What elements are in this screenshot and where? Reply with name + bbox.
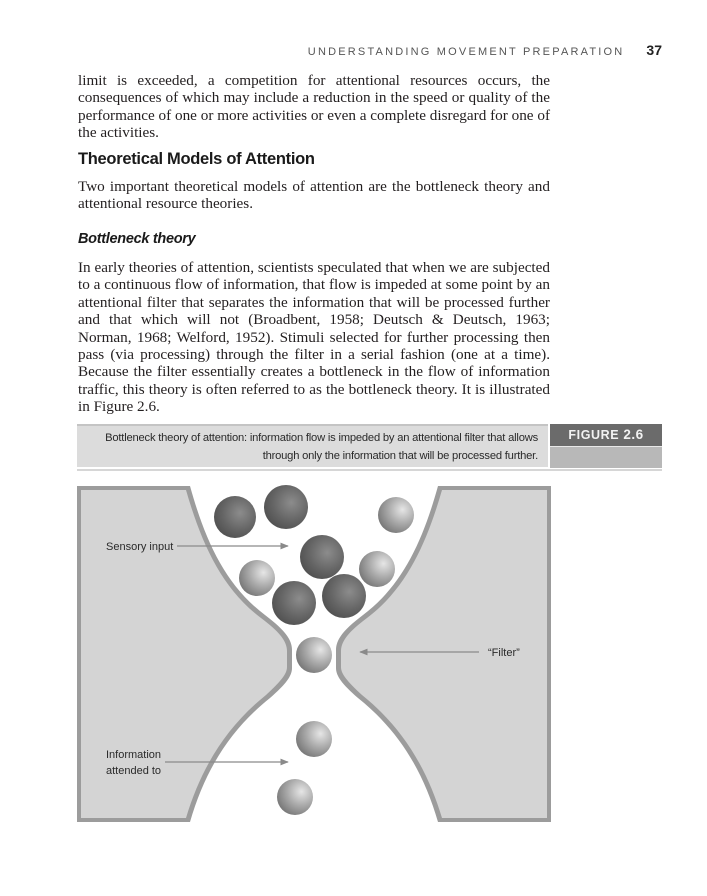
ball-light [359,551,395,587]
paragraph-models-intro: Two important theoretical models of attention are the bottleneck theory and attentional resource theories. [78,178,550,213]
ball-dark [264,485,308,529]
figure-label-word: FIGURE [568,428,620,442]
ball-in-filter [296,637,332,673]
label-information: Information [106,749,162,761]
label-attended-to: attended to [106,765,162,777]
paragraph-continuation: limit is exceeded, a competition for attentional resources occurs, the consequences of which may include a reduction in the speed or quality of the performance of one or more activities or even a complete disregard for one of the activities. [78,72,550,142]
section-heading: Theoretical Models of Attention [78,150,315,168]
ball-dark [272,581,316,625]
ball-dark [322,574,366,618]
label-filter: “Filter” [488,647,520,659]
ball-light [378,497,414,533]
figure-label-number: 2.6 [623,427,644,442]
ball-dark [214,496,256,538]
page-number: 37 [646,42,662,58]
ball-attended [296,721,332,757]
subsection-heading: Bottleneck theory [78,231,196,247]
ball-attended [277,779,313,815]
ball-light [239,560,275,596]
paragraph-bottleneck: In early theories of attention, scientists speculated that when we are subjected to a continuous flow of information, that flow is impeded at some point by an attentional filter that separates the information that will be processed further and that which will not (Broadbent, 1958; Deutsch & Deutsch, 1963; Norman, 1968; Welford, 1952). Stimuli selected for further processing then pass (via processing) through the filter in a serial fashion (one at a time). Because the filter essentially creates a bottleneck in the flow of information traffic, this theory is often referred to as the bottleneck theory. It is illustrated in Figure 2.6. [78,259,550,416]
running-title: UNDERSTANDING MOVEMENT PREPARATION [307,46,625,58]
ball-dark [300,535,344,579]
figure-caption: Bottleneck theory of attention: information flow is impeded by an attentional filter that allows through only the information that will be processed further. [105,432,538,462]
label-sensory-input: Sensory input [106,541,174,553]
